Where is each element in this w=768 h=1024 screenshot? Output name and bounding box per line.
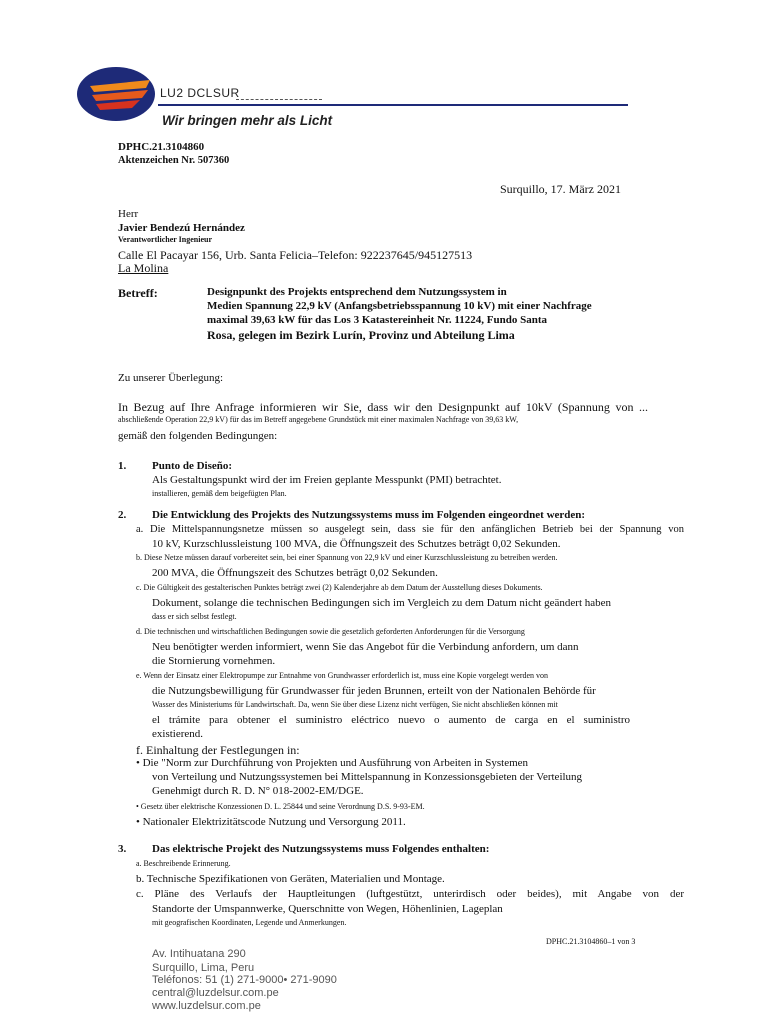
section-2-item-b-2: 200 MVA, die Öffnungszeit des Schutzes beträgt 0,02 Sekunden.: [152, 567, 438, 579]
section-2-bullet-1c: Genehmigt durch R. D. N° 018-2002-EM/DGE.: [152, 785, 364, 797]
section-2-number: 2.: [118, 509, 127, 521]
footer-address-2: Surquillo, Lima, Peru: [152, 962, 255, 974]
aktenzeichen: Aktenzeichen Nr. 507360: [118, 155, 230, 166]
section-2-item-a-2: 10 kV, Kurzschlussleistung 100 MVA, die Öffnungszeit des Schutzes beträgt 0,02 Sekunden.: [152, 538, 561, 550]
section-3-number: 3.: [118, 843, 127, 855]
section-1-number: 1.: [118, 460, 127, 472]
section-3-title: Das elektrische Projekt des Nutzungssystems muss Folgendes enthalten:: [152, 843, 490, 855]
company-logo-icon: [76, 66, 158, 122]
footer-address-1: Av. Intihuatana 290: [152, 948, 246, 960]
intro-line-2: abschließende Operation 22,9 kV) für das im Betreff angegebene Grundstück mit einer maximalen Nachfrage von 39,63 kW,: [118, 415, 519, 424]
section-2-bullet-3: • Nationaler Elektrizitätscode Nutzung und Versorgung 2011.: [136, 816, 406, 828]
subject-line-1: Designpunkt des Projekts entsprechend dem Nutzungssystem in: [207, 286, 507, 298]
page-reference: DPHC.21.3104860–1 von 3: [546, 937, 636, 946]
recipient-name: Javier Bendezú Hernández: [118, 222, 245, 234]
section-2-item-a-1: a. Die Mittelspannungsnetze müssen so ausgelegt sein, dass sie für den anfänglichen Betrieb bei der Spannung von: [136, 524, 684, 535]
section-2-item-b-1: b. Diese Netze müssen darauf vorbereitet sein, bei einer Spannung von 22,9 kV und einer Kurzschlussleistung zu betreiben werden.: [136, 553, 558, 562]
subject-line-2: Medien Spannung 22,9 kV (Anfangsbetriebsspannung 10 kV) mit einer Nachfrage: [207, 300, 592, 312]
section-2-item-c-1: c. Die Gültigkeit des gestalterischen Punktes beträgt zwei (2) Kalenderjahre ab dem Datum der Ausstellung dieses Dokuments.: [136, 583, 543, 592]
footer-website[interactable]: www.luzdelsur.com.pe: [152, 1000, 261, 1012]
section-2-item-e-5: existierend.: [152, 728, 204, 740]
subject-label: Betreff:: [118, 286, 158, 300]
section-2-item-d-3: die Stornierung vornehmen.: [152, 655, 276, 667]
recipient-role: Verantwortlicher Ingenieur: [118, 235, 212, 244]
header-rule: [158, 104, 628, 106]
intro-line-1: In Bezug auf Ihre Anfrage informieren wir Sie, dass wir den Designpunkt auf 10kV (Spannung von ...: [118, 400, 648, 414]
section-2-item-f: f. Einhaltung der Festlegungen in:: [136, 743, 300, 757]
section-2-item-e-4: el trámite para obtener el suministro eléctrico nuevo o aumento de carga en el suministro: [152, 714, 630, 726]
section-2-item-c-2: Dokument, solange die technischen Bedingungen sich im Vergleich zu dem Datum nicht geändert haben: [152, 597, 612, 609]
section-2-item-c-3: dass er sich selbst festlegt.: [152, 612, 237, 621]
section-2-item-e-2: die Nutzungsbewilligung für Grundwasser für jeden Brunnen, erteilt von der Nationalen Behörde für: [152, 685, 596, 697]
section-2-item-d-2: Neu benötigter werden informiert, wenn Sie das Angebot für die Verbindung anfordern, um dann: [152, 641, 579, 653]
footer-phone: Teléfonos: 51 (1) 271-9000• 271-9090: [152, 974, 337, 986]
section-3-item-c-2: Standorte der Umspannwerke, Querschnitte von Wegen, Höhenlinien, Lageplan: [152, 903, 503, 915]
slogan: Wir bringen mehr als Licht: [162, 113, 333, 128]
letter-date: Surquillo, 17. März 2021: [500, 182, 621, 196]
section-2-bullet-1b: von Verteilung und Nutzungssystemen bei Mittelspannung in Konzessionsgebieten der Verteilung: [152, 771, 583, 783]
dphc-reference: DPHC.21.3104860: [118, 141, 205, 153]
section-1-line-1: Als Gestaltungspunkt wird der im Freien geplante Messpunkt (PMI) betrachtet.: [152, 474, 502, 486]
section-2-title: Die Entwicklung des Projekts des Nutzungssystems muss im Folgenden eingeordnet werden:: [152, 509, 586, 521]
section-2-item-e-3: Wasser des Ministeriums für Landwirtschaft. Da, wenn Sie über diese Lizenz nicht verfügen, Sie nicht abschließen können mit: [152, 700, 558, 709]
footer-email[interactable]: central@luzdelsur.com.pe: [152, 987, 279, 999]
section-2-item-e-1: e. Wenn der Einsatz einer Elektropumpe zur Entnahme von Grundwasser erforderlich ist, muss eine Kopie vorgelegt werden von: [136, 671, 549, 680]
subject-line-3: maximal 39,63 kW für das Los 3 Katastereinheit Nr. 11224, Fundo Santa: [207, 314, 548, 326]
section-3-item-c-3: mit geografischen Koordinaten, Legende und Anmerkungen.: [152, 918, 347, 927]
section-2-bullet-1a: • Die "Norm zur Durchführung von Projekten und Ausführung von Arbeiten in Systemen: [136, 757, 529, 769]
greeting: Zu unserer Überlegung:: [118, 372, 224, 384]
intro-line-3: gemäß den folgenden Bedingungen:: [118, 430, 278, 442]
section-2-bullet-2: • Gesetz über elektrische Konzessionen D. L. 25844 und seine Verordnung D.S. 9-93-EM.: [136, 802, 425, 811]
header-dashed-rule: [236, 99, 322, 100]
section-2-item-d-1: d. Die technischen und wirtschaftlichen Bedingungen sowie die gesetzlich geforderten Anforderungen für die Versorgung: [136, 627, 525, 636]
recipient-salutation: Herr: [118, 208, 139, 220]
section-1-title: Punto de Diseño:: [152, 460, 233, 472]
section-3-item-b: b. Technische Spezifikationen von Geräten, Materialien und Montage.: [136, 873, 445, 885]
section-1-line-2: installieren, gemäß dem beigefügten Plan.: [152, 489, 287, 498]
section-3-item-a: a. Beschreibende Erinnerung.: [136, 859, 231, 868]
recipient-address: Calle El Pacayar 156, Urb. Santa Felicia–Telefon: 922237645/945127513: [118, 248, 473, 262]
section-3-item-c-1: c. Pläne des Verlaufs der Hauptleitungen (luftgestützt, unterirdisch oder beides), mit Angabe von der: [136, 888, 684, 900]
subject-line-4: Rosa, gelegen im Bezirk Lurín, Provinz und Abteilung Lima: [207, 328, 515, 342]
company-name: LU2 DCLSUR: [160, 86, 240, 100]
recipient-city: La Molina: [118, 261, 169, 275]
